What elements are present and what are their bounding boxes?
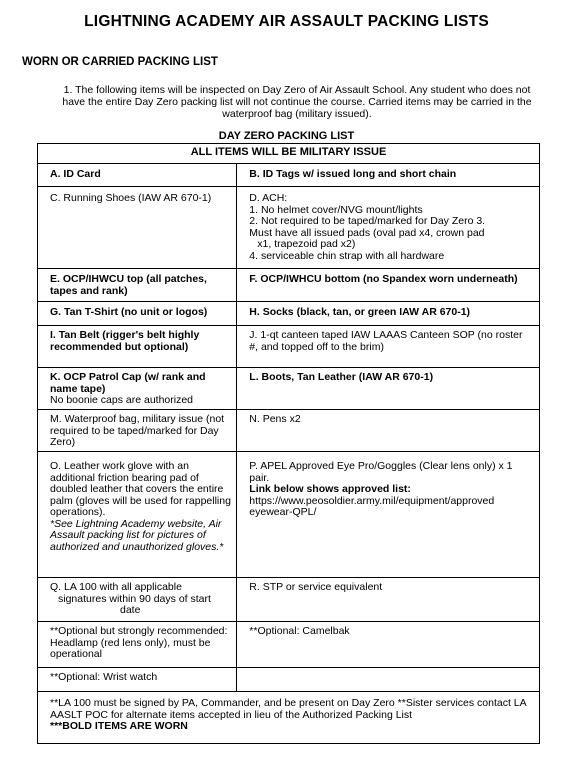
item-p [237,452,540,578]
item-d-line: x1, trapezoid pad x2) [257,238,356,250]
table-header: ALL ITEMS WILL BE MILITARY ISSUE [38,144,540,164]
table-caption: DAY ZERO PACKING LIST [218,130,355,142]
item-n: N. Pens x2 [237,410,540,452]
page-title: LIGHTNING ACADEMY AIR ASSAULT PACKING LISTS [84,13,489,30]
item-j: J. 1-qt canteen taped IAW LAAAS Canteen SOP (no roster #, and topped off to the brim) [237,326,540,368]
item-q-line: signatures within 90 days of start [58,592,211,605]
packing-list-table [37,143,540,744]
item-p-text: P. APEL Approved Eye Pro/Goggles (Clear lens only) x 1 pair. [249,460,513,484]
item-h: H. Socks (black, tan, or green IAW AR 670-1) [237,302,540,326]
footer-notes [38,692,540,744]
item-g: G. Tan T-Shirt (no unit or logos) [38,302,237,326]
empty-cell [237,668,540,692]
item-k [38,368,237,410]
item-c: C. Running Shoes (IAW AR 670-1) [38,187,237,269]
item-o-note: *See Lightning Academy website, Air Assault packing list for pictures of authorized and unauthorized gloves.* [50,517,224,553]
item-d-line: Must have all issued pads (oval pad x4, crown pad [249,226,485,239]
item-q [38,578,237,622]
approved-eyewear-link[interactable]: https://www.peosoldier.army.mil/equipment/approved eyewear-QPL/ [249,494,495,518]
item-k-title: K. OCP Patrol Cap (w/ rank and name tape) [50,371,206,395]
item-b: B. ID Tags w/ issued long and short chain [237,164,540,187]
item-k-note: No boonie caps are authorized [50,394,194,406]
item-l: L. Boots, Tan Leather (IAW AR 670-1) [237,368,540,410]
item-e: E. OCP/IHWCU top (all patches, tapes and rank) [38,269,237,302]
item-p-bold: Link below shows approved list: [249,483,411,495]
item-d-line: 2. Not required to be taped/marked for Day Zero 3. [249,215,486,227]
item-i: I. Tan Belt (rigger's belt highly recommended but optional) [38,326,237,368]
item-o [38,452,237,578]
item-a: A. ID Card [38,164,237,187]
intro-paragraph: 1. The following items will be inspected on Day Zero of Air Assault School. Any student who does not have the entire Day Zero packing list will not continue the course. Carried items may be carried in the waterproof bag (military issued). [62,84,532,120]
optional-wrist-watch: **Optional: Wrist watch [38,668,237,692]
item-d-head: D. ACH: [249,192,288,204]
item-q-line: date [120,604,141,616]
item-r: R. STP or service equivalent [237,578,540,622]
footer-line: **LA 100 must be signed by PA, Commander, and be present on Day Zero **Sister services contact LA AASLT POC for alternate items accepted in lieu of the Authorized Packing List [50,697,527,721]
item-d-line: 4. serviceable chin strap with all hardware [249,249,445,262]
item-o-text: O. Leather work glove with an additional friction bearing pad of doubled leather that covers the entire palm (gloves will be used for rappelling operations). [50,460,231,518]
item-d-line: 1. No helmet cover/NVG mount/lights [249,203,423,216]
item-m: M. Waterproof bag, military issue (not required to be taped/marked for Day Zero) [38,410,237,452]
optional-camelbak: **Optional: Camelbak [237,622,540,668]
item-d [237,187,540,269]
section-subtitle: WORN OR CARRIED PACKING LIST [22,56,218,68]
footer-bold-line: ***BOLD ITEMS ARE WORN [50,720,188,732]
item-f: F. OCP/IWHCU bottom (no Spandex worn underneath) [237,269,540,302]
item-q-line: Q. LA 100 with all applicable [50,581,182,593]
optional-headlamp: **Optional but strongly recommended: Headlamp (red lens only), must be operational [38,622,237,668]
